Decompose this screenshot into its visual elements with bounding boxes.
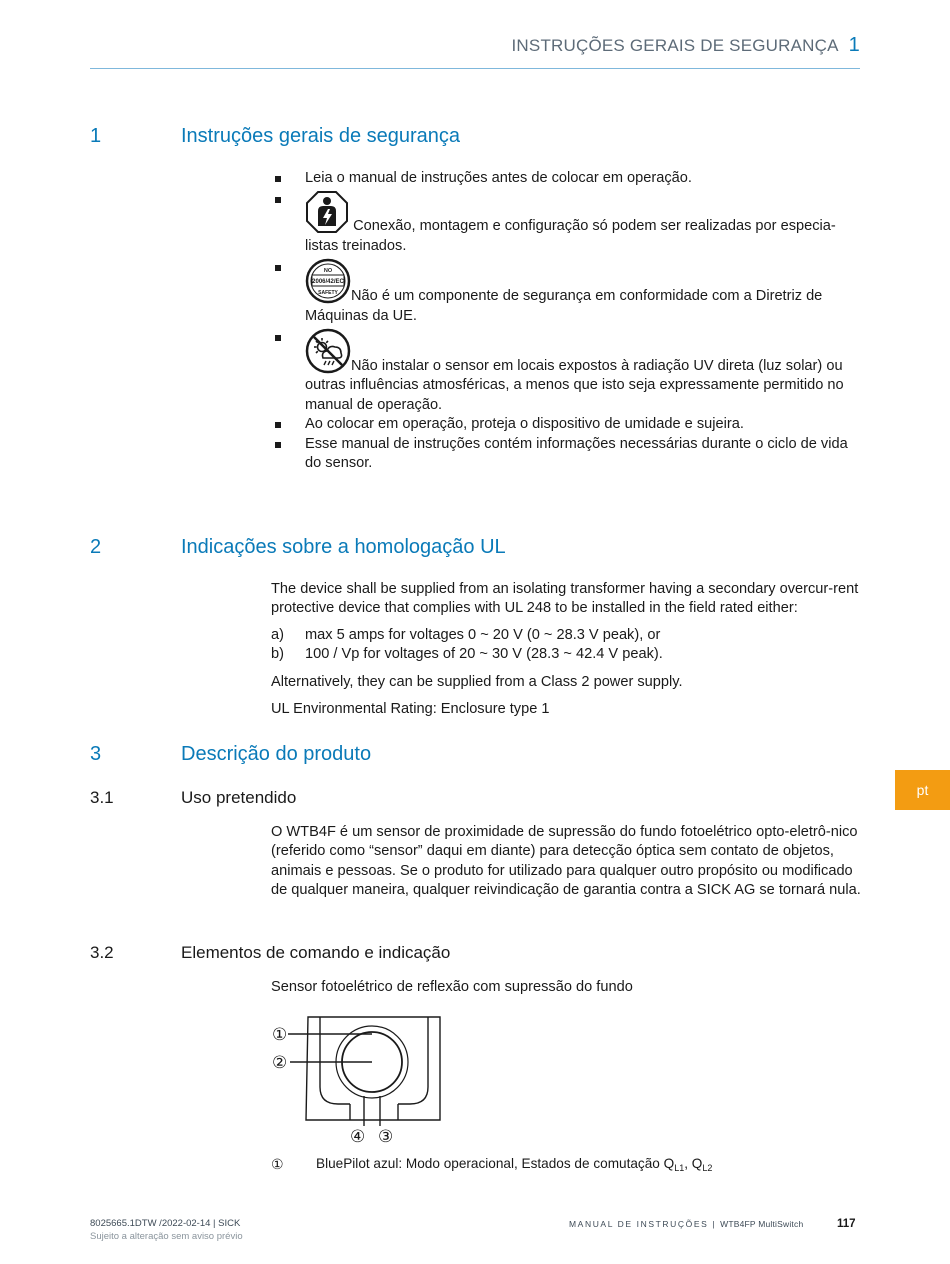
section-1-number: 1 bbox=[90, 125, 102, 147]
section-2-number: 2 bbox=[90, 536, 102, 558]
figure-caption: Sensor fotoelétrico de reflexão com supressão do fundo bbox=[271, 979, 633, 995]
list-item: Esse manual de instruções contém informações necessárias durante o ciclo de vida do sensor. bbox=[271, 435, 861, 474]
list-item: Não instalar o sensor em locais expostos à radiação UV direta (luz solar) ou outras influências atmosféricas, a menos que isto seja expressamente permitido no manual de operação. bbox=[271, 328, 861, 415]
callout-3: ③ bbox=[378, 1127, 394, 1147]
product-name: WTB4FP MultiSwitch bbox=[720, 1219, 804, 1229]
list-item: Leia o manual de instruções antes de colocar em operação. bbox=[271, 169, 861, 188]
doc-id: 8025665.1DTW /2022-02-14 | SICK bbox=[90, 1218, 241, 1229]
ul-intro-text: The device shall be supplied from an isolating transformer having a secondary overcur-rent protective device that complies with UL 248 to be installed in the field rated either: bbox=[271, 581, 859, 617]
safety-icon-no: NO bbox=[323, 268, 333, 275]
figure-legend bbox=[271, 1156, 712, 1173]
qualified-personnel-icon bbox=[305, 190, 349, 234]
section-1-title: Instruções gerais de segurança bbox=[181, 125, 461, 147]
legend-text: BluePilot azul: Modo operacional, Estados de comutação $Q_{L1}$, $Q_{L2}$ bbox=[316, 1156, 713, 1173]
subsection-3-1-number: 3.1 bbox=[90, 788, 114, 807]
no-sunlight-icon bbox=[305, 328, 351, 374]
list-item: Conexão, montagem e configuração só podem ser realizadas por especia-listas treinados. bbox=[271, 190, 861, 256]
ul-rating-list bbox=[271, 626, 861, 665]
callout-4: ④ bbox=[350, 1127, 366, 1147]
legend-mark: ① bbox=[271, 1156, 284, 1172]
safety-icon-directive: 2006/42/EC bbox=[312, 279, 344, 286]
running-header bbox=[512, 34, 861, 57]
chapter-number: 1 bbox=[848, 34, 860, 56]
sensor-diagram bbox=[268, 1012, 448, 1148]
section-3-number: 3 bbox=[90, 743, 102, 765]
header-rule bbox=[90, 68, 860, 69]
footer-manual-title: MANUAL DE INSTRUÇÕES | WTB4FP MultiSwitch bbox=[569, 1219, 804, 1229]
footer-doc-info bbox=[90, 1218, 243, 1243]
no-safety-component-icon bbox=[305, 258, 351, 304]
intended-use-text: O WTB4F é um sensor de proximidade de supressão do fundo fotoelétrico opto-eletrô-nico (referido como “sensor” daqui em diante) para detecção óptica sem contato de objetos, animais e pessoas. Se o produto for utilizado para qualquer outro propósito ou modificado de qualquer maneira, qualquer reivindicação de garantia contra a SICK AG se tornará nula. bbox=[271, 824, 861, 899]
ul-alternative-text: Alternatively, they can be supplied from a Class 2 power supply. bbox=[271, 674, 683, 690]
subsection-3-1-title: Uso pretendido bbox=[181, 788, 297, 807]
subsection-3-2-number: 3.2 bbox=[90, 943, 114, 962]
ul-environmental-rating: UL Environmental Rating: Enclosure type 1 bbox=[271, 701, 550, 717]
language-tab[interactable]: pt bbox=[895, 770, 950, 810]
running-title: INSTRUÇÕES GERAIS DE SEGURANÇA bbox=[511, 36, 839, 55]
page-number: 117 bbox=[837, 1218, 856, 1230]
callout-1: ① bbox=[272, 1025, 288, 1045]
list-item: a) max 5 amps for voltages 0 ~ 20 V (0 ~ 28.3 V peak), or bbox=[271, 627, 661, 643]
list-item: b) 100 / Vp for voltages of 20 ~ 30 V (28.3 ~ 42.4 V peak). bbox=[271, 646, 663, 663]
safety-icon-safety: SAFETY bbox=[318, 290, 338, 297]
section-3-title: Descrição do produto bbox=[181, 743, 372, 765]
footer-notice: Sujeito a alteração sem aviso prévio bbox=[90, 1230, 243, 1242]
callout-2: ② bbox=[272, 1053, 288, 1073]
safety-instructions-list bbox=[271, 169, 861, 473]
list-item: NO 2006/42/EC SAFETY Não é um componente de segurança em conformidade com a Diretriz de Máquinas da UE. bbox=[271, 258, 861, 326]
list-item: Ao colocar em operação, proteja o dispositivo de umidade e sujeira. bbox=[271, 415, 861, 434]
subsection-3-2-title: Elementos de comando e indicação bbox=[181, 943, 451, 962]
section-2-title: Indicações sobre a homologação UL bbox=[181, 536, 506, 558]
